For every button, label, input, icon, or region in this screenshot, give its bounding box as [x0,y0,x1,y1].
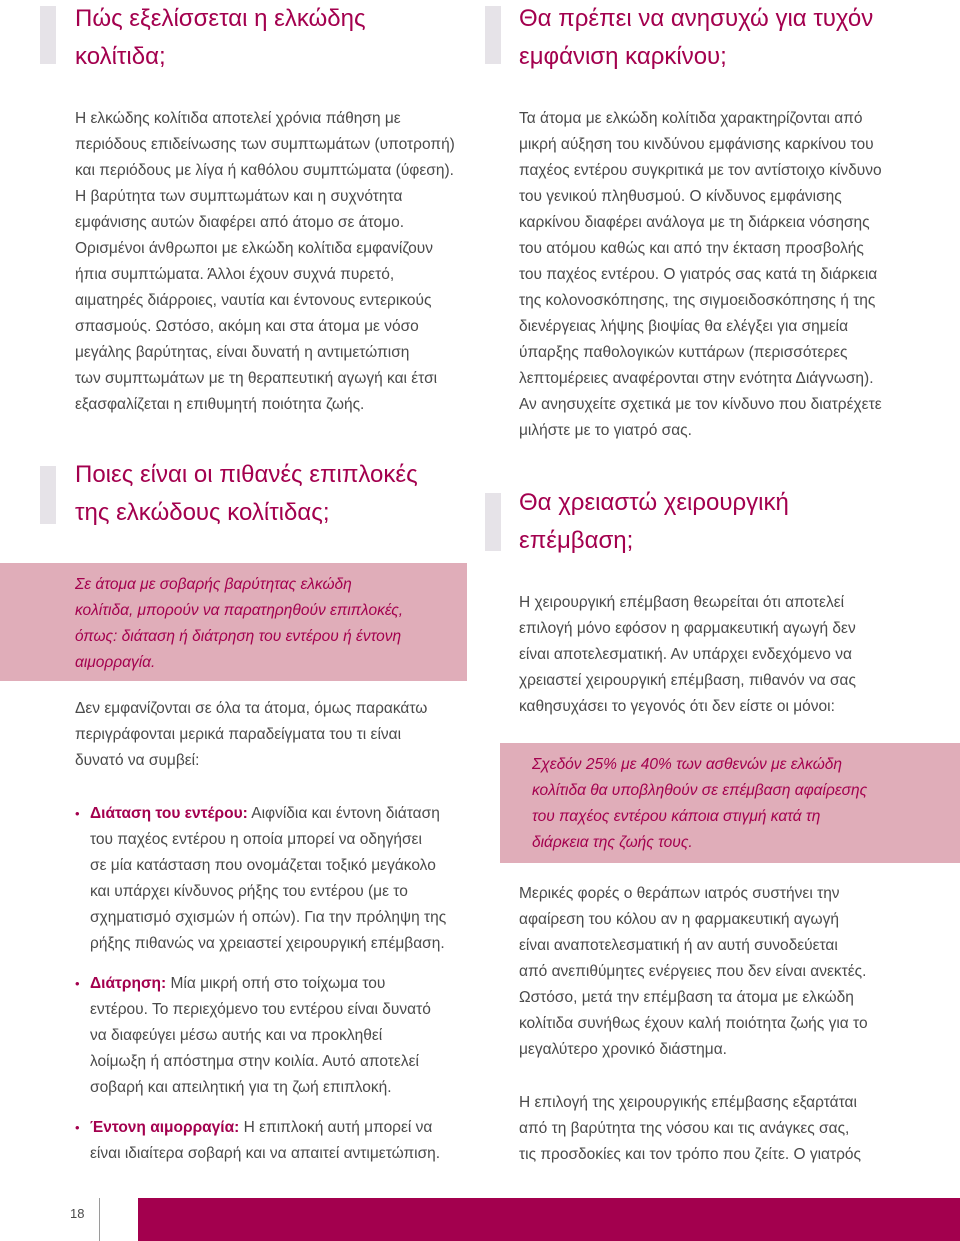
heading-line: κολίτιδα; [75,43,166,70]
text-line: Η ελκώδης κολίτιδα αποτελεί χρόνια πάθηση με [75,110,401,127]
text-line: εντέρου. Το περιεχόμενο του εντέρου είναι δυνατό [90,1001,431,1018]
text-line: εμφάνισης αυτών διαφέρει από άτομο σε άτομο. [75,214,405,231]
text-line: λοίμωξη ή απόστημα στην κοιλία. Αυτό αποτελεί [90,1053,419,1070]
highlight-box-surgery [500,743,960,863]
text-line: είναι αποτελεσματική. Αν υπάρχει ενδεχόμενο να [519,646,852,663]
text-line: περιγράφονται μερικά παραδείγματα του τι είναι [75,726,402,743]
text-line: από τη βαρύτητα της νόσου και τις ανάγκες σας, [519,1120,850,1137]
text-line: Ορισμένοι άνθρωποι με ελκώδη κολίτιδα εμφανίζουν [75,240,433,257]
heading-line: της ελκώδους κολίτιδας; [75,499,330,526]
text-line: να διαφεύγει μέσω αυτής και να προκληθεί [90,1027,383,1044]
text-line: μεγαλύτερο χρονικό διάστημα. [519,1041,727,1058]
text-line: ρήξης πιθανώς να χρειαστεί χειρουργική επέμβαση. [90,935,445,952]
footer-band [138,1198,960,1241]
text-line: Μερικές φορές ο θεράπων ιατρός συστήνει την [519,885,840,902]
text-line: Αιφνίδια και έντονη διάταση [247,805,440,822]
text-line: Η επιπλοκή αυτή μπορεί να [239,1119,433,1136]
text-line: σοβαρή και απειλητική για τη ζωή επιπλοκή. [90,1079,392,1096]
bullet-icon: • [75,806,80,821]
heading-line: Θα πρέπει να ανησυχώ για τυχόν [519,5,874,32]
text-line: του παχέος εντέρου η οποία μπορεί να οδηγήσει [90,831,422,848]
paragraph-complications-intro [75,696,427,774]
page-number: 18 [70,1206,85,1221]
text-line: του παχέος εντέρου κάποια στιγμή κατά τη [532,808,821,825]
text-line: διενέργειας λήψης βιοψίας θα ελέγξει για σημεία [519,318,849,335]
text-line: ήπια συμπτώματα. Άλλοι έχουν συχνά πυρετό, [75,266,395,283]
text-line: μιλήστε με το γιατρό σας. [519,422,692,439]
text-line: Τα άτομα με ελκώδη κολίτιδα χαρακτηρίζονται από [519,110,863,127]
text-line: είναι ιδιαίτερα σοβαρή και να απαιτεί αντιμετώπιση. [90,1145,441,1162]
text-line: ύπαρξης παθολογικών κυττάρων (περισσότερες [519,344,848,361]
text-line: Σχεδόν 25% με 40% των ασθενών με ελκώδη [532,756,843,773]
text-line: αιμορραγία. [75,654,156,671]
text-line: κολίτιδα θα υποβληθούν σε επέμβαση αφαίρεσης [532,782,868,799]
text-line: είναι αναποτελεσματική ή αν αυτή συνοδεύεται [519,937,838,954]
paragraph-cancer [519,106,882,444]
text-line: σπασμούς. Ωστόσο, ακόμη και στα άτομα με νόσο [75,318,419,335]
text-line: δυνατό να συμβεί: [75,752,200,769]
text-line: της κολονοσκόπησης, της σιγμοειδοσκόπησης ή της [519,292,876,309]
text-line: τις προσδοκίες και τον τρόπο που ζείτε. Ο γιατρός [519,1146,862,1163]
text-line: χρειαστεί χειρουργική επέμβαση, πιθανόν να σας [519,672,856,689]
list-item-perforation [75,971,470,1101]
text-line: και υπάρχει κίνδυνος ρήξης του εντέρου (με το [90,883,408,900]
text-line: κολίτιδα συνήθως έχουν καλή ποιότητα ζωής για το [519,1015,868,1032]
text-line: Η χειρουργική επέμβαση θεωρείται ότι αποτελεί [519,594,845,611]
text-line: εξασφαλίζεται η επιθυμητή ποιότητα ζωής. [75,396,365,413]
heading-accent-bar [485,493,501,551]
paragraph-surgery-choice [519,1090,861,1168]
text-line: από ανεπιθύμητες ενέργειες που δεν είναι ανεκτές. [519,963,867,980]
text-line: μεγάλης βαρύτητας, είναι δυνατή η αντιμετώπιση [75,344,410,361]
highlight-box-complications [0,563,467,681]
text-line: Σε άτομα με σοβαρής βαρύτητας ελκώδη [75,576,352,593]
text-line: των συμπτωμάτων με τη θεραπευτική αγωγή και έτσι [75,370,438,387]
text-line: σχηματισμό σχισμών ή οπών). Για την πρόληψη της [90,909,447,926]
heading-accent-bar [485,6,501,64]
text-line: παχέος εντέρου συγκριτικά με τον αντίστοιχο κίνδυνο [519,162,882,179]
text-line: περιόδους επιδείνωσης των συμπτωμάτων (υποτροπή) [75,136,455,153]
text-line: όπως: διάταση ή διάτρηση του εντέρου ή έντονη [75,628,402,645]
text-line: μικρή αύξηση του κινδύνου εμφάνισης καρκίνου του [519,136,874,153]
text-line: του ατόμου καθώς και από την έκταση προσβολής [519,240,864,257]
section-heading-surgery [519,484,789,560]
page-number-divider [99,1198,100,1241]
text-line: αφαίρεση του κόλου αν η φαρμακευτική αγωγή [519,911,839,928]
text-line: διάρκεια της ζωής τους. [532,834,693,851]
text-line: Δεν εμφανίζονται σε όλα τα άτομα, όμως παρακάτω [75,700,428,717]
text-line: καρκίνου διαφέρει ανάλογα με τη διάρκεια νόσησης [519,214,870,231]
text-line: του παχέος εντέρου. Ο γιατρός σας κατά τη διάρκεια [519,266,878,283]
text-line: Ωστόσο, μετά την επέμβαση τα άτομα με ελκώδη [519,989,854,1006]
list-item-term: Διάτρηση: [90,975,167,992]
highlight-text [75,572,467,676]
text-line: και περιόδους με λίγα ή καθόλου συμπτώματα (ύφεση). [75,162,454,179]
heading-line: Θα χρειαστώ χειρουργική [519,489,789,516]
heading-line: εμφάνιση καρκίνου; [519,43,727,70]
section-heading-progression [75,0,366,76]
list-item-term: Διάταση του εντέρου: [90,805,248,822]
paragraph-progression [75,106,455,418]
text-line: του γενικού πληθυσμού. Ο κίνδυνος εμφάνισης [519,188,842,205]
text-line: σε μία κατάσταση που ονομάζεται τοξικό μεγάκολο [90,857,436,874]
heading-line: Πώς εξελίσσεται η ελκώδης [75,5,366,32]
list-item-term: Έντονη αιμορραγία: [90,1119,240,1136]
paragraph-surgery-intro [519,590,856,720]
complications-list [75,801,470,1167]
heading-accent-bar [40,466,56,524]
text-line: Η βαρύτητα των συμπτωμάτων και η συχνότητα [75,188,403,205]
section-heading-complications [75,456,418,532]
text-line: Αν ανησυχείτε σχετικά με τον κίνδυνο που διατρέχετε [519,396,882,413]
highlight-text [532,752,960,856]
text-line: Μία μικρή οπή στο τοίχωμα του [166,975,386,992]
text-line: αιματηρές διάρροιες, ναυτία και έντονους εντερικούς [75,292,432,309]
heading-accent-bar [40,6,56,64]
heading-line: επέμβαση; [519,527,634,554]
text-line: λεπτομέρειες αναφέρονται στην ενότητα Διάγνωση). [519,370,874,387]
bullet-icon: • [75,976,80,991]
text-line: Η επιλογή της χειρουργικής επέμβασης εξαρτάται [519,1094,857,1111]
list-item-hemorrhage [75,1115,470,1167]
text-line: κολίτιδα, μπορούν να παρατηρηθούν επιπλοκές, [75,602,404,619]
paragraph-colectomy [519,881,868,1063]
heading-line: Ποιες είναι οι πιθανές επιπλοκές [75,461,418,488]
list-item-dilation [75,801,470,957]
text-line: επιλογή μόνο εφόσον η φαρμακευτική αγωγή δεν [519,620,856,637]
section-heading-cancer [519,0,873,76]
text-line: καθησυχάσει το γεγονός ότι δεν είστε οι μόνοι: [519,698,835,715]
bullet-icon: • [75,1120,80,1135]
